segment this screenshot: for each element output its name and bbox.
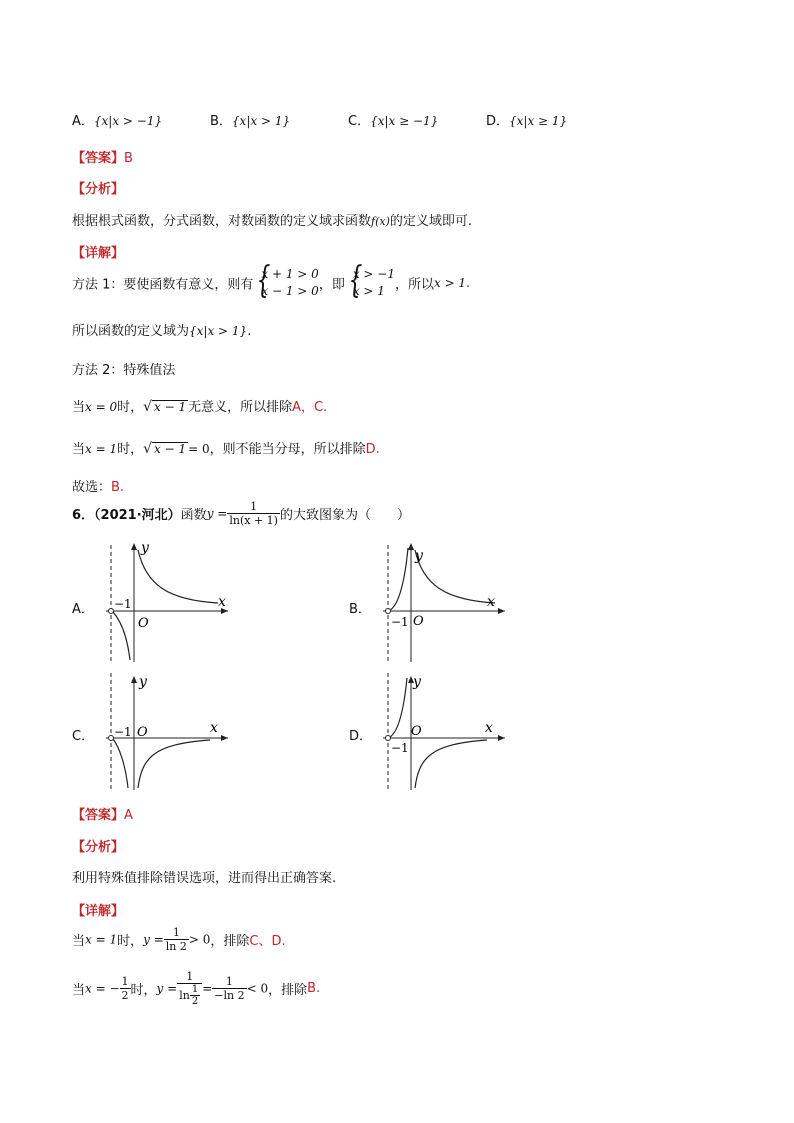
curve-right [138, 550, 218, 603]
option-set: {x|x ≥ −1} [370, 114, 439, 128]
case-condition: x = 1 [85, 442, 118, 456]
detail-text: 当 [72, 934, 86, 949]
q6-analysis-text: 利用特殊值排除错误选项，进而得出正确答案. [72, 871, 337, 886]
stem-text: 函数 [180, 508, 207, 523]
q6-detail-label: 【详解】 [72, 904, 125, 919]
system-line: { x > −1 [352, 267, 395, 281]
x-axis-arrow [498, 735, 505, 741]
curve-left [113, 739, 128, 788]
answer-label: 【答案】 [72, 151, 125, 166]
detail-fraction [164, 926, 189, 953]
x-label: x [210, 720, 218, 736]
case-text: 时， [117, 442, 144, 457]
sqrt-symbol: √ [143, 399, 153, 415]
nested-fraction [190, 984, 200, 1007]
case-text: 当 [72, 400, 86, 415]
option-a [72, 110, 162, 129]
method-2: 方法 2：特殊值法 [72, 363, 176, 378]
fraction-denominator: 2 [191, 996, 199, 1007]
ln-text: ln [179, 989, 190, 1002]
q5-detail-label: 【详解】 [72, 246, 125, 261]
detail-comparison: < 0 [246, 981, 269, 996]
stem-text: 的大致图象为（ ） [279, 508, 410, 523]
y-axis-arrow [131, 676, 137, 683]
method-result: x > 1. [433, 276, 470, 290]
hole-point [386, 736, 391, 741]
fraction-numerator: 1 [191, 984, 199, 995]
tick-label: −1 [114, 597, 132, 611]
curve-right [415, 740, 487, 788]
answer-value: A [124, 808, 133, 823]
excluded-options: D. [365, 442, 380, 457]
answer-label: 【答案】 [72, 808, 125, 823]
detail-comparison: > 0 [188, 932, 211, 947]
case-text: 无意义，所以排除 [188, 400, 293, 415]
y-label: y [415, 548, 423, 564]
graph-c [98, 668, 233, 793]
domain-line [72, 320, 251, 339]
choice-label: 故选： [72, 480, 112, 495]
graph-a [98, 540, 233, 665]
x-axis-arrow [221, 735, 228, 741]
fraction-numerator: 1 [121, 975, 129, 988]
case-text: ，则不能当分母，所以排除 [209, 442, 366, 457]
q5-analysis-label: 【分析】 [72, 182, 125, 197]
fraction-denominator [177, 983, 202, 1007]
q5-analysis-text [72, 210, 472, 229]
graph-letter-d: D． [349, 729, 373, 744]
detail-text: 时， [117, 934, 144, 949]
fraction-numerator: 1 [172, 926, 180, 939]
x-axis-arrow [498, 608, 505, 614]
option-b [210, 110, 290, 129]
graph-b [375, 540, 510, 665]
option-letter: C． [348, 114, 371, 129]
q6-detail-line-2 [72, 970, 320, 1007]
detail-condition: x = − [85, 981, 120, 996]
option-set: {x|x ≥ 1} [509, 114, 568, 128]
system-line: x − 1 > 0 [261, 284, 319, 298]
fraction-numerator: 1 [250, 500, 258, 513]
fraction-numerator: 1 [225, 975, 233, 988]
curve-right [138, 740, 210, 788]
tick-label: −1 [391, 741, 409, 755]
option-letter: D． [486, 114, 510, 129]
q6-analysis-label: 【分析】 [72, 840, 125, 855]
system-line: { x + 1 > 0 [261, 267, 319, 281]
hole-point [109, 736, 114, 741]
option-c [348, 110, 438, 129]
origin-label: O [137, 725, 148, 740]
answer-value: B [124, 151, 133, 166]
detail-text: ，排除 [268, 983, 308, 998]
x-label: x [485, 720, 493, 736]
q5-answer [72, 147, 133, 166]
half-fraction [120, 975, 131, 1002]
question-source: （2021·河北） [94, 508, 181, 523]
sqrt-radicand: x − 1 [154, 442, 187, 456]
x-label: x [487, 594, 495, 610]
q6-stem [72, 500, 410, 527]
y-label: y [139, 674, 147, 690]
method-text: ，所以 [394, 277, 434, 293]
q6-detail-line-1 [72, 926, 286, 953]
method-1 [72, 266, 470, 300]
graph-letter-b: B． [349, 602, 371, 617]
domain-text: 所以函数的定义域为 [72, 324, 190, 339]
y-label: y [141, 540, 149, 556]
curve-left [113, 612, 130, 660]
excluded-options: A，C. [292, 400, 328, 415]
detail-text: 时， [130, 983, 157, 998]
curve-left [390, 678, 407, 737]
q5-choice [72, 476, 124, 495]
case-x0 [72, 396, 327, 415]
case-text: 当 [72, 442, 86, 457]
choice-value: B. [111, 480, 125, 495]
detail-text: ，排除 [210, 934, 250, 949]
hole-point [109, 609, 114, 614]
detail-fraction [177, 970, 202, 1007]
fraction-denominator: −ln 2 [214, 989, 245, 1002]
method-text: ，即 [318, 277, 345, 293]
graph-letter-c: C． [72, 729, 95, 744]
sqrt-symbol: √ [143, 441, 153, 457]
origin-label: O [413, 614, 424, 629]
stem-y: y = [206, 506, 228, 521]
detail-fraction-2 [212, 975, 246, 1002]
fraction-numerator: 1 [186, 970, 194, 983]
hole-point [386, 609, 391, 614]
fraction-denominator: 2 [121, 989, 129, 1002]
inequality-system-2 [345, 266, 395, 300]
detail-text: 当 [72, 983, 86, 998]
sqrt-radicand: x − 1 [154, 400, 187, 414]
detail-y: y = [143, 932, 164, 947]
q6-answer [72, 804, 133, 823]
option-set: {x|x > −1} [93, 114, 163, 128]
origin-label: O [138, 616, 149, 631]
analysis-text: 根据根式函数，分式函数，对数函数的定义域求函数 [72, 214, 372, 229]
domain-text: . [247, 324, 252, 339]
tick-label: −1 [391, 615, 409, 629]
excluded-options: B. [307, 981, 321, 996]
case-condition: x = 0 [85, 400, 118, 414]
tick-label: −1 [114, 725, 132, 739]
option-d [486, 110, 567, 129]
analysis-text: 的定义域即可. [389, 214, 473, 229]
case-text: 时， [117, 400, 144, 415]
curve-left [390, 548, 408, 610]
y-label: y [413, 674, 421, 690]
case-equation: = 0 [188, 442, 210, 456]
curve-right [415, 550, 495, 603]
excluded-options: C、D. [249, 934, 286, 949]
detail-condition: x = 1 [85, 932, 118, 947]
method-text: 方法 1：要使函数有意义，则有 [72, 277, 254, 293]
x-label: x [218, 594, 226, 610]
stem-fraction [227, 500, 280, 527]
graph-letter-a: A． [72, 602, 94, 617]
option-letter: B． [210, 114, 232, 129]
y-axis-arrow [408, 543, 414, 550]
fx-expression: f(x) [371, 215, 390, 228]
fraction-denominator: ln 2 [165, 940, 187, 953]
option-letter: A． [72, 114, 94, 129]
domain-set: {x|x > 1} [189, 324, 248, 338]
case-x1 [72, 438, 380, 457]
fraction-denominator: ln(x + 1) [229, 514, 278, 527]
question-number: 6． [72, 508, 95, 523]
graph-d [375, 668, 510, 793]
detail-y: y = [156, 981, 178, 996]
detail-equals: = [202, 981, 213, 996]
origin-label: O [411, 724, 422, 739]
system-line: x > 1 [352, 284, 385, 298]
y-axis-arrow [131, 543, 137, 550]
option-set: {x|x > 1} [231, 114, 291, 128]
inequality-system-1 [253, 266, 318, 300]
